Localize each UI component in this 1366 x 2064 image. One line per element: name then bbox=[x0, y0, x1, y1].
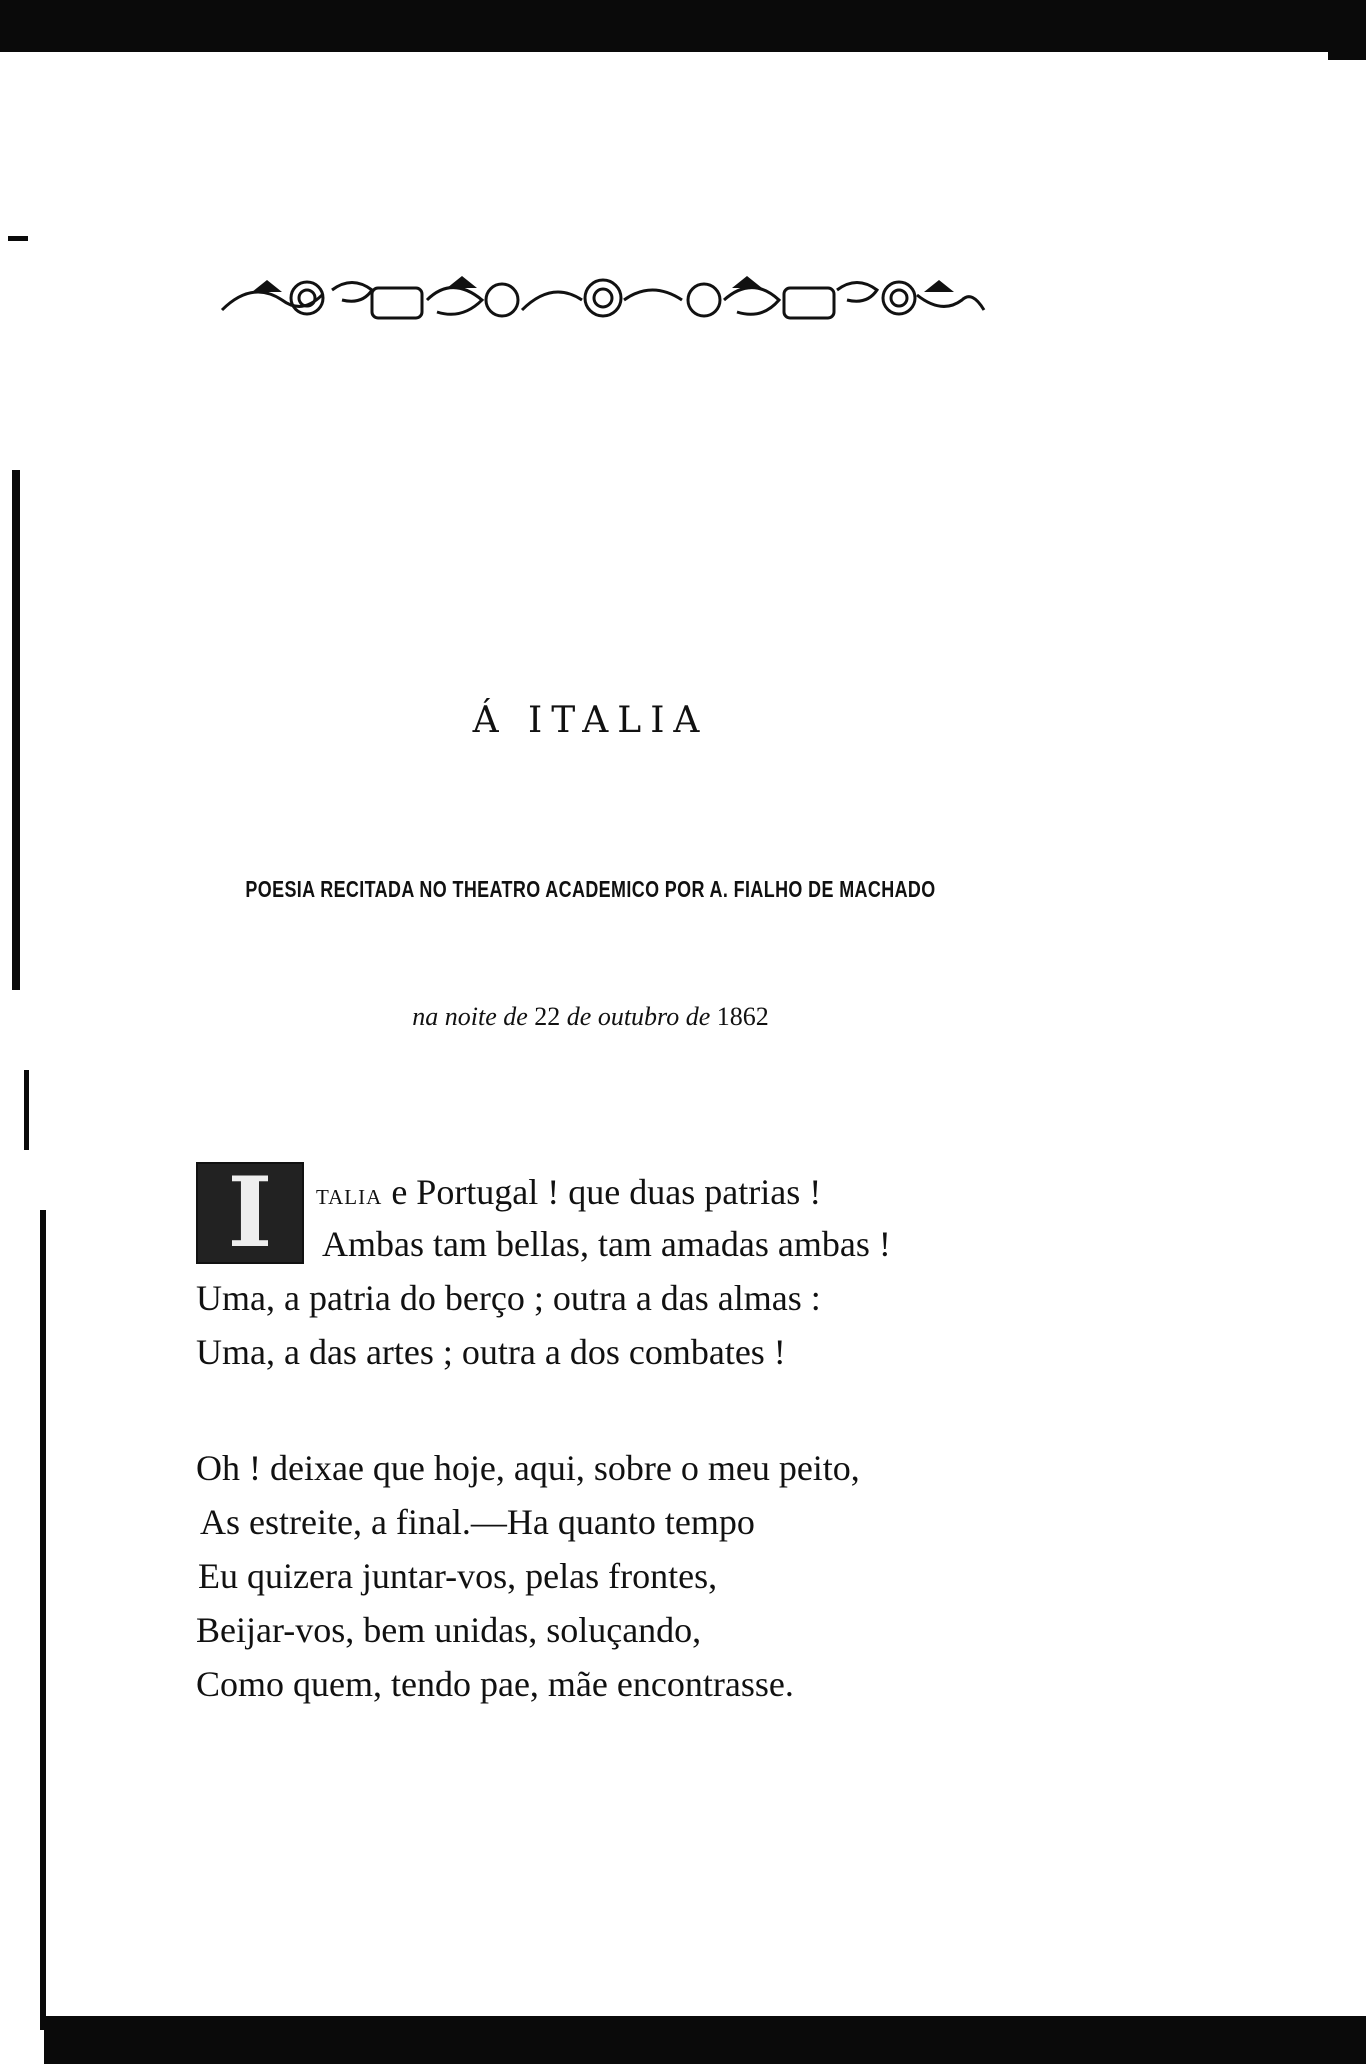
poem-title: Á ITALIA bbox=[472, 700, 709, 741]
verse-line-2: Ambas tam bellas, tam amadas ambas ! bbox=[322, 1224, 891, 1264]
verse-line-9: Como quem, tendo pae, mãe encontrasse. bbox=[196, 1664, 794, 1704]
verse-line-6: As estreite, a final.—Ha quanto tempo bbox=[200, 1502, 755, 1542]
date-middle: de outubro de bbox=[566, 1002, 711, 1031]
scan-border-bottom bbox=[44, 2016, 1366, 2064]
ornamental-border-icon bbox=[212, 270, 994, 330]
date-prefix: na noite de bbox=[412, 1002, 528, 1031]
scan-mark-left-3 bbox=[24, 1070, 29, 1150]
verse-line-1 bbox=[316, 1174, 821, 1210]
verse-line-5: Oh ! deixae que hoje, aqui, sobre o meu peito, bbox=[196, 1448, 860, 1488]
date-year: 1862 bbox=[716, 1002, 769, 1031]
scan-mark-left-1 bbox=[8, 236, 28, 241]
verse-line-1-smallcaps: talia bbox=[316, 1178, 383, 1211]
poem-subtitle: POESIA RECITADA NO THEATRO ACADEMICO POR A. FIALHO DE MACHADO bbox=[245, 876, 936, 902]
decorated-initial bbox=[196, 1162, 304, 1264]
verse-line-8: Beijar-vos, bem unidas, soluçando, bbox=[196, 1610, 702, 1650]
scan-border-top bbox=[0, 0, 1328, 52]
initial-letter: I bbox=[227, 1162, 273, 1264]
date-day: 22 bbox=[534, 1002, 561, 1031]
verse-line-3: Uma, a patria do berço ; outra a das almas : bbox=[196, 1278, 821, 1318]
verse-line-1-rest: e Portugal ! que duas patrias ! bbox=[382, 1172, 822, 1212]
verse-line-7: Eu quizera juntar-vos, pelas frontes, bbox=[198, 1556, 718, 1596]
scan-border-top-corner bbox=[1328, 0, 1366, 60]
recital-date bbox=[0, 1002, 1181, 1032]
verse-line-4: Uma, a das artes ; outra a dos combates ! bbox=[196, 1332, 786, 1372]
scan-border-left bbox=[40, 1210, 46, 2030]
